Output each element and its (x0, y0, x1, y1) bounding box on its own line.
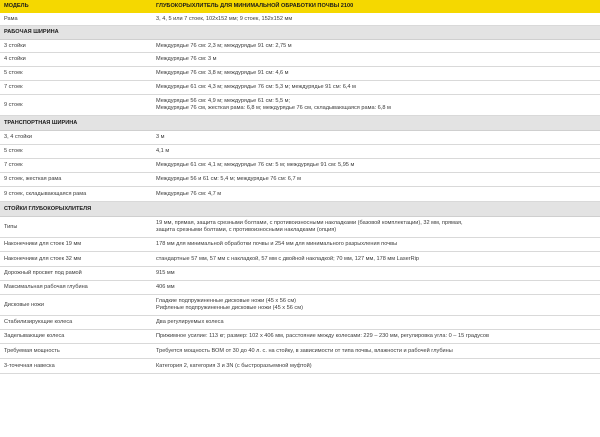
spec-label: 3 стойки (0, 40, 152, 53)
spec-row (0, 173, 600, 187)
spec-value-cell (152, 281, 600, 295)
header-model-label: МОДЕЛЬ (0, 0, 152, 13)
spec-value-line: защита срезными болтами, с противоизносными накладками (опция) (156, 227, 337, 233)
spec-label: 5 стоек (0, 145, 152, 159)
spec-row (0, 295, 600, 316)
spec-value-line: 3, 4, 5 или 7 стоек, 102x152 мм; 9 стоек, 152x152 мм (156, 15, 293, 22)
spec-value-cell (152, 217, 600, 238)
spec-value-cell (152, 95, 600, 116)
spec-value-line: Категория 2, категория 3 и 3N (с быстроразъемной муфтой) (156, 362, 312, 369)
spec-row (0, 95, 600, 116)
spec-value-cell (152, 81, 600, 95)
spec-label: 7 стоек (0, 81, 152, 95)
spec-value-line: Междурядье 56 см: 4,9 м; междурядье 61 см: 5,5 м; (156, 98, 291, 104)
spec-row (0, 217, 600, 238)
header-model-name: ГЛУБОКОРЫХЛИТЕЛЬ ДЛЯ МИНИМАЛЬНОЙ ОБРАБОТКИ ПОЧВЫ 2100 (152, 0, 600, 13)
spec-value-line: Междурядье 61 см: 4,1 м; междурядье 76 см: 5 м; междурядье 91 см: 5,95 м (156, 162, 355, 168)
spec-value-line: Прижимное усилие: 113 кг; размер: 102 x 406 мм, расстояние между колесами: 229 – 230 мм, регулировка угла: 0 – 15 градусов (156, 333, 489, 339)
spec-label: 9 стоек (0, 95, 152, 116)
spec-value-cell (152, 13, 600, 26)
spec-value-line: Гладкие подпружиненные дисковые ножи (45 x 56 см) (156, 298, 297, 304)
spec-value-line: 4,1 м (156, 148, 170, 154)
spec-value-line: Междурядье 76 см: 2,3 м; междурядье 91 см: 2,75 м (156, 42, 292, 49)
table-header-row (0, 0, 600, 13)
spec-value-cell (152, 295, 600, 316)
spec-value-cell (152, 173, 600, 187)
spec-value-line: Междурядье 76 см: 4,7 м (156, 190, 222, 197)
spec-row (0, 281, 600, 295)
spec-value-cell (152, 252, 600, 267)
spec-label: Типы (0, 217, 152, 238)
spec-row (0, 13, 600, 26)
spec-label: 4 стойки (0, 53, 152, 67)
spec-row (0, 330, 600, 344)
spec-row (0, 40, 600, 53)
spec-label: 5 стоек (0, 67, 152, 81)
spec-value-cell (152, 131, 600, 145)
spec-value-line: Рифленые подпружиненные дисковые ножи (45 x 56 см) (156, 305, 303, 311)
spec-value-cell (152, 330, 600, 344)
spec-row (0, 359, 600, 374)
spec-label: Наконечники для стоек 19 мм (0, 238, 152, 252)
section-header-row (0, 202, 600, 217)
section-title: ТРАНСПОРТНАЯ ШИРИНА (0, 116, 152, 131)
section-header-row (0, 26, 600, 40)
spec-label: 9 стоек, жесткая рама (0, 173, 152, 187)
spec-label: Дорожный просвет под рамой (0, 267, 152, 281)
spec-label: Рама (0, 13, 152, 26)
spec-value-cell (152, 67, 600, 81)
spec-value-cell (152, 26, 600, 40)
spec-label: 9 стоек, складывающаяся рама (0, 187, 152, 202)
spec-value-cell (152, 40, 600, 53)
spec-value-line: Междурядье 61 см: 4,3 м; междурядье 76 см: 5,3 м; междурядье 91 см: 6,4 м (156, 84, 356, 90)
spec-value-line: 3 м (156, 134, 165, 140)
section-title: РАБОЧАЯ ШИРИНА (0, 26, 152, 40)
spec-row (0, 267, 600, 281)
spec-value-line: 19 мм, прямая, защита срезными болтами, с противоизносными накладками (базовой комплектации), 32 мм, прямая, (156, 220, 463, 226)
spec-value-cell (152, 267, 600, 281)
spec-value-line: стандартные 57 мм, 57 мм с накладкой, 57 мм с двойной накладкой; 70 мм, 127 мм, 178 мм LaserRip (156, 255, 419, 262)
spec-row (0, 131, 600, 145)
spec-label: Дисковые ножи (0, 295, 152, 316)
spec-row (0, 238, 600, 252)
spec-label: 7 стоек (0, 159, 152, 173)
spec-value-line: Требуется мощность ВОМ от 30 до 40 л. с. на стойку, в зависимости от типа почвы, влажности и рабочей глубины (156, 347, 453, 354)
spec-value-cell (152, 344, 600, 359)
section-title: СТОЙКИ ГЛУБОКОРЫХЛИТЕЛЯ (0, 202, 152, 217)
spec-value-line: 178 мм для минимальной обработки почвы и 254 мм для минимального разрыхления почвы (156, 241, 398, 247)
spec-label: 3, 4 стойки (0, 131, 152, 145)
spec-value-line: Междурядье 76 см: 3,8 м; междурядье 91 см: 4,6 м (156, 70, 289, 76)
spec-row (0, 187, 600, 202)
spec-label: Стабилизирующие колеса (0, 316, 152, 330)
spec-label: Максимальная рабочая глубина (0, 281, 152, 295)
spec-value-line: 915 мм (156, 270, 175, 276)
spec-label: Наконечники для стоек 32 мм (0, 252, 152, 267)
spec-label: Требуемая мощность (0, 344, 152, 359)
spec-row (0, 145, 600, 159)
spec-value-line: 406 мм (156, 284, 175, 290)
spec-value-cell (152, 238, 600, 252)
spec-value-cell (152, 316, 600, 330)
spec-value-cell (152, 145, 600, 159)
spec-value-cell (152, 53, 600, 67)
spec-value-cell (152, 202, 600, 217)
spec-value-cell (152, 359, 600, 374)
spec-value-cell (152, 187, 600, 202)
spec-value-line: Междурядье 76 см: 3 м (156, 56, 217, 62)
spec-value-line: Междурядье 56 и 61 см: 5,4 м; междурядье 76 см: 6,7 м (156, 176, 301, 182)
spec-value-line: Два регулируемых колеса (156, 319, 224, 325)
spec-value-line: Междурядье 76 см, жесткая рама: 6,8 м; междурядье 76 см, складывающаяся рама: 6,8 м (156, 105, 391, 111)
spec-label: 3-точечная навеска (0, 359, 152, 374)
spec-value-cell (152, 116, 600, 131)
spec-value-cell (152, 159, 600, 173)
spec-row (0, 344, 600, 359)
spec-row (0, 316, 600, 330)
spec-row (0, 53, 600, 67)
section-header-row (0, 116, 600, 131)
spec-row (0, 252, 600, 267)
spec-row (0, 159, 600, 173)
spec-label: Заделывающие колеса (0, 330, 152, 344)
spec-row (0, 67, 600, 81)
spec-row (0, 81, 600, 95)
